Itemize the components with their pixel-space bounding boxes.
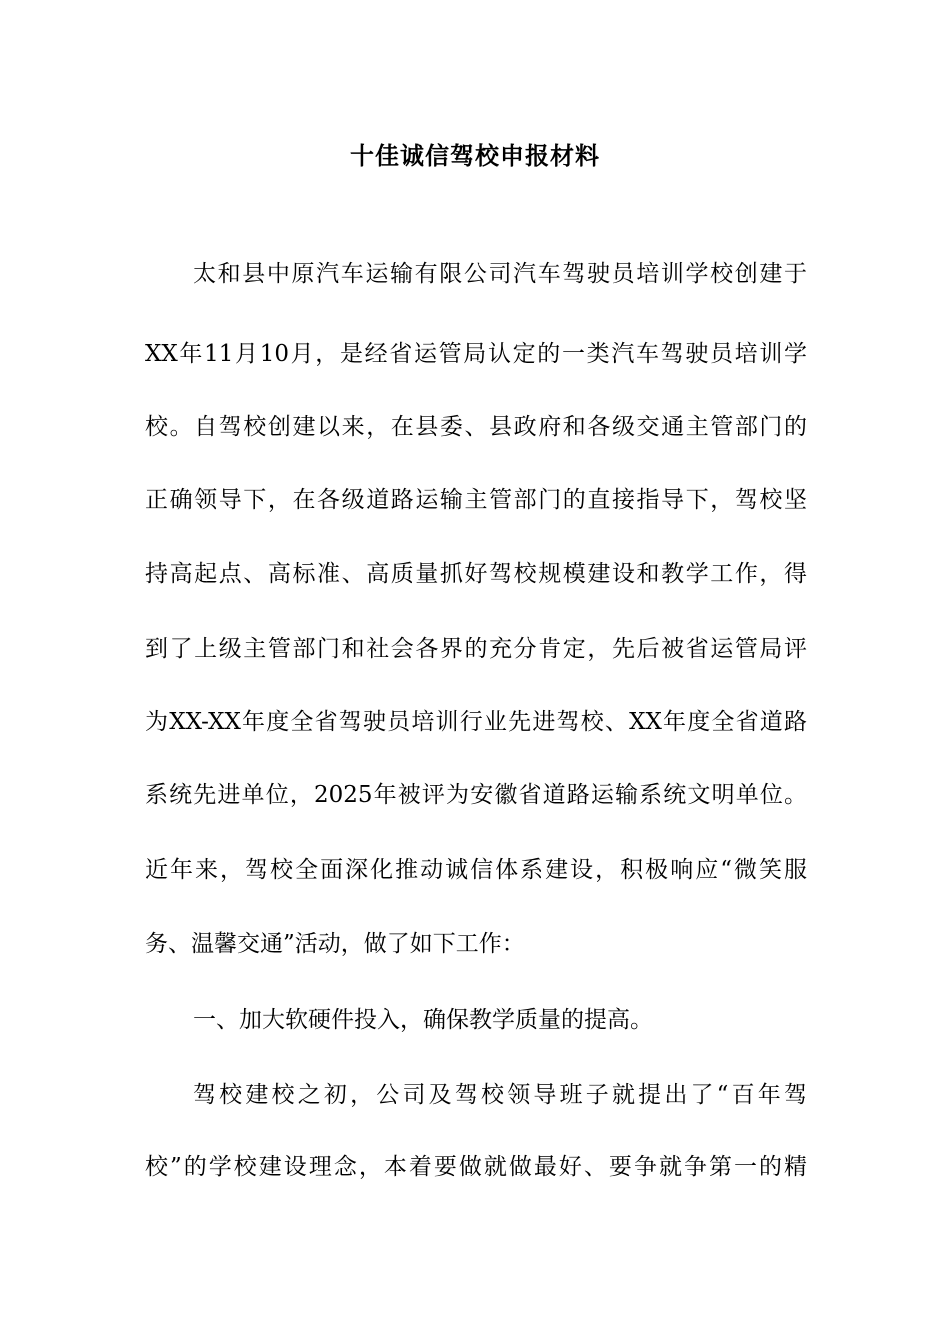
document-title: 十佳诚信驾校申报材料 — [350, 142, 600, 170]
paragraph-line: 校”的学校建设理念，本着要做就做最好、要争就争第一的精 — [145, 1154, 807, 1180]
paragraph-line: 系统先进单位，2025年被评为安徽省道路运输系统文明单位。 — [145, 782, 807, 808]
paragraph-line: 务、温馨交通”活动，做了如下工作： — [145, 931, 525, 957]
paragraph-line: 近年来，驾校全面深化推动诚信体系建设，积极响应“微笑服 — [145, 857, 807, 883]
section-heading: 一、加大软硬件投入，确保教学质量的提高。 — [193, 1007, 653, 1033]
paragraph-line: 驾校建校之初，公司及驾校领导班子就提出了“百年驾 — [193, 1082, 807, 1108]
paragraph-line: XX年11月10月，是经省运管局认定的一类汽车驾驶员培训学 — [145, 341, 807, 367]
paragraph-line: 校。自驾校创建以来，在县委、县政府和各级交通主管部门的 — [145, 414, 807, 440]
paragraph-line: 到了上级主管部门和社会各界的充分肯定，先后被省运管局评 — [145, 636, 807, 662]
paragraph-line: 持高起点、高标准、高质量抓好驾校规模建设和教学工作，得 — [145, 561, 807, 587]
paragraph-line: 为XX-XX年度全省驾驶员培训行业先进驾校、XX年度全省道路 — [145, 709, 807, 735]
paragraph-line: 太和县中原汽车运输有限公司汽车驾驶员培训学校创建于 — [193, 261, 807, 287]
paragraph-line: 正确领导下，在各级道路运输主管部门的直接指导下，驾校坚 — [145, 487, 807, 513]
